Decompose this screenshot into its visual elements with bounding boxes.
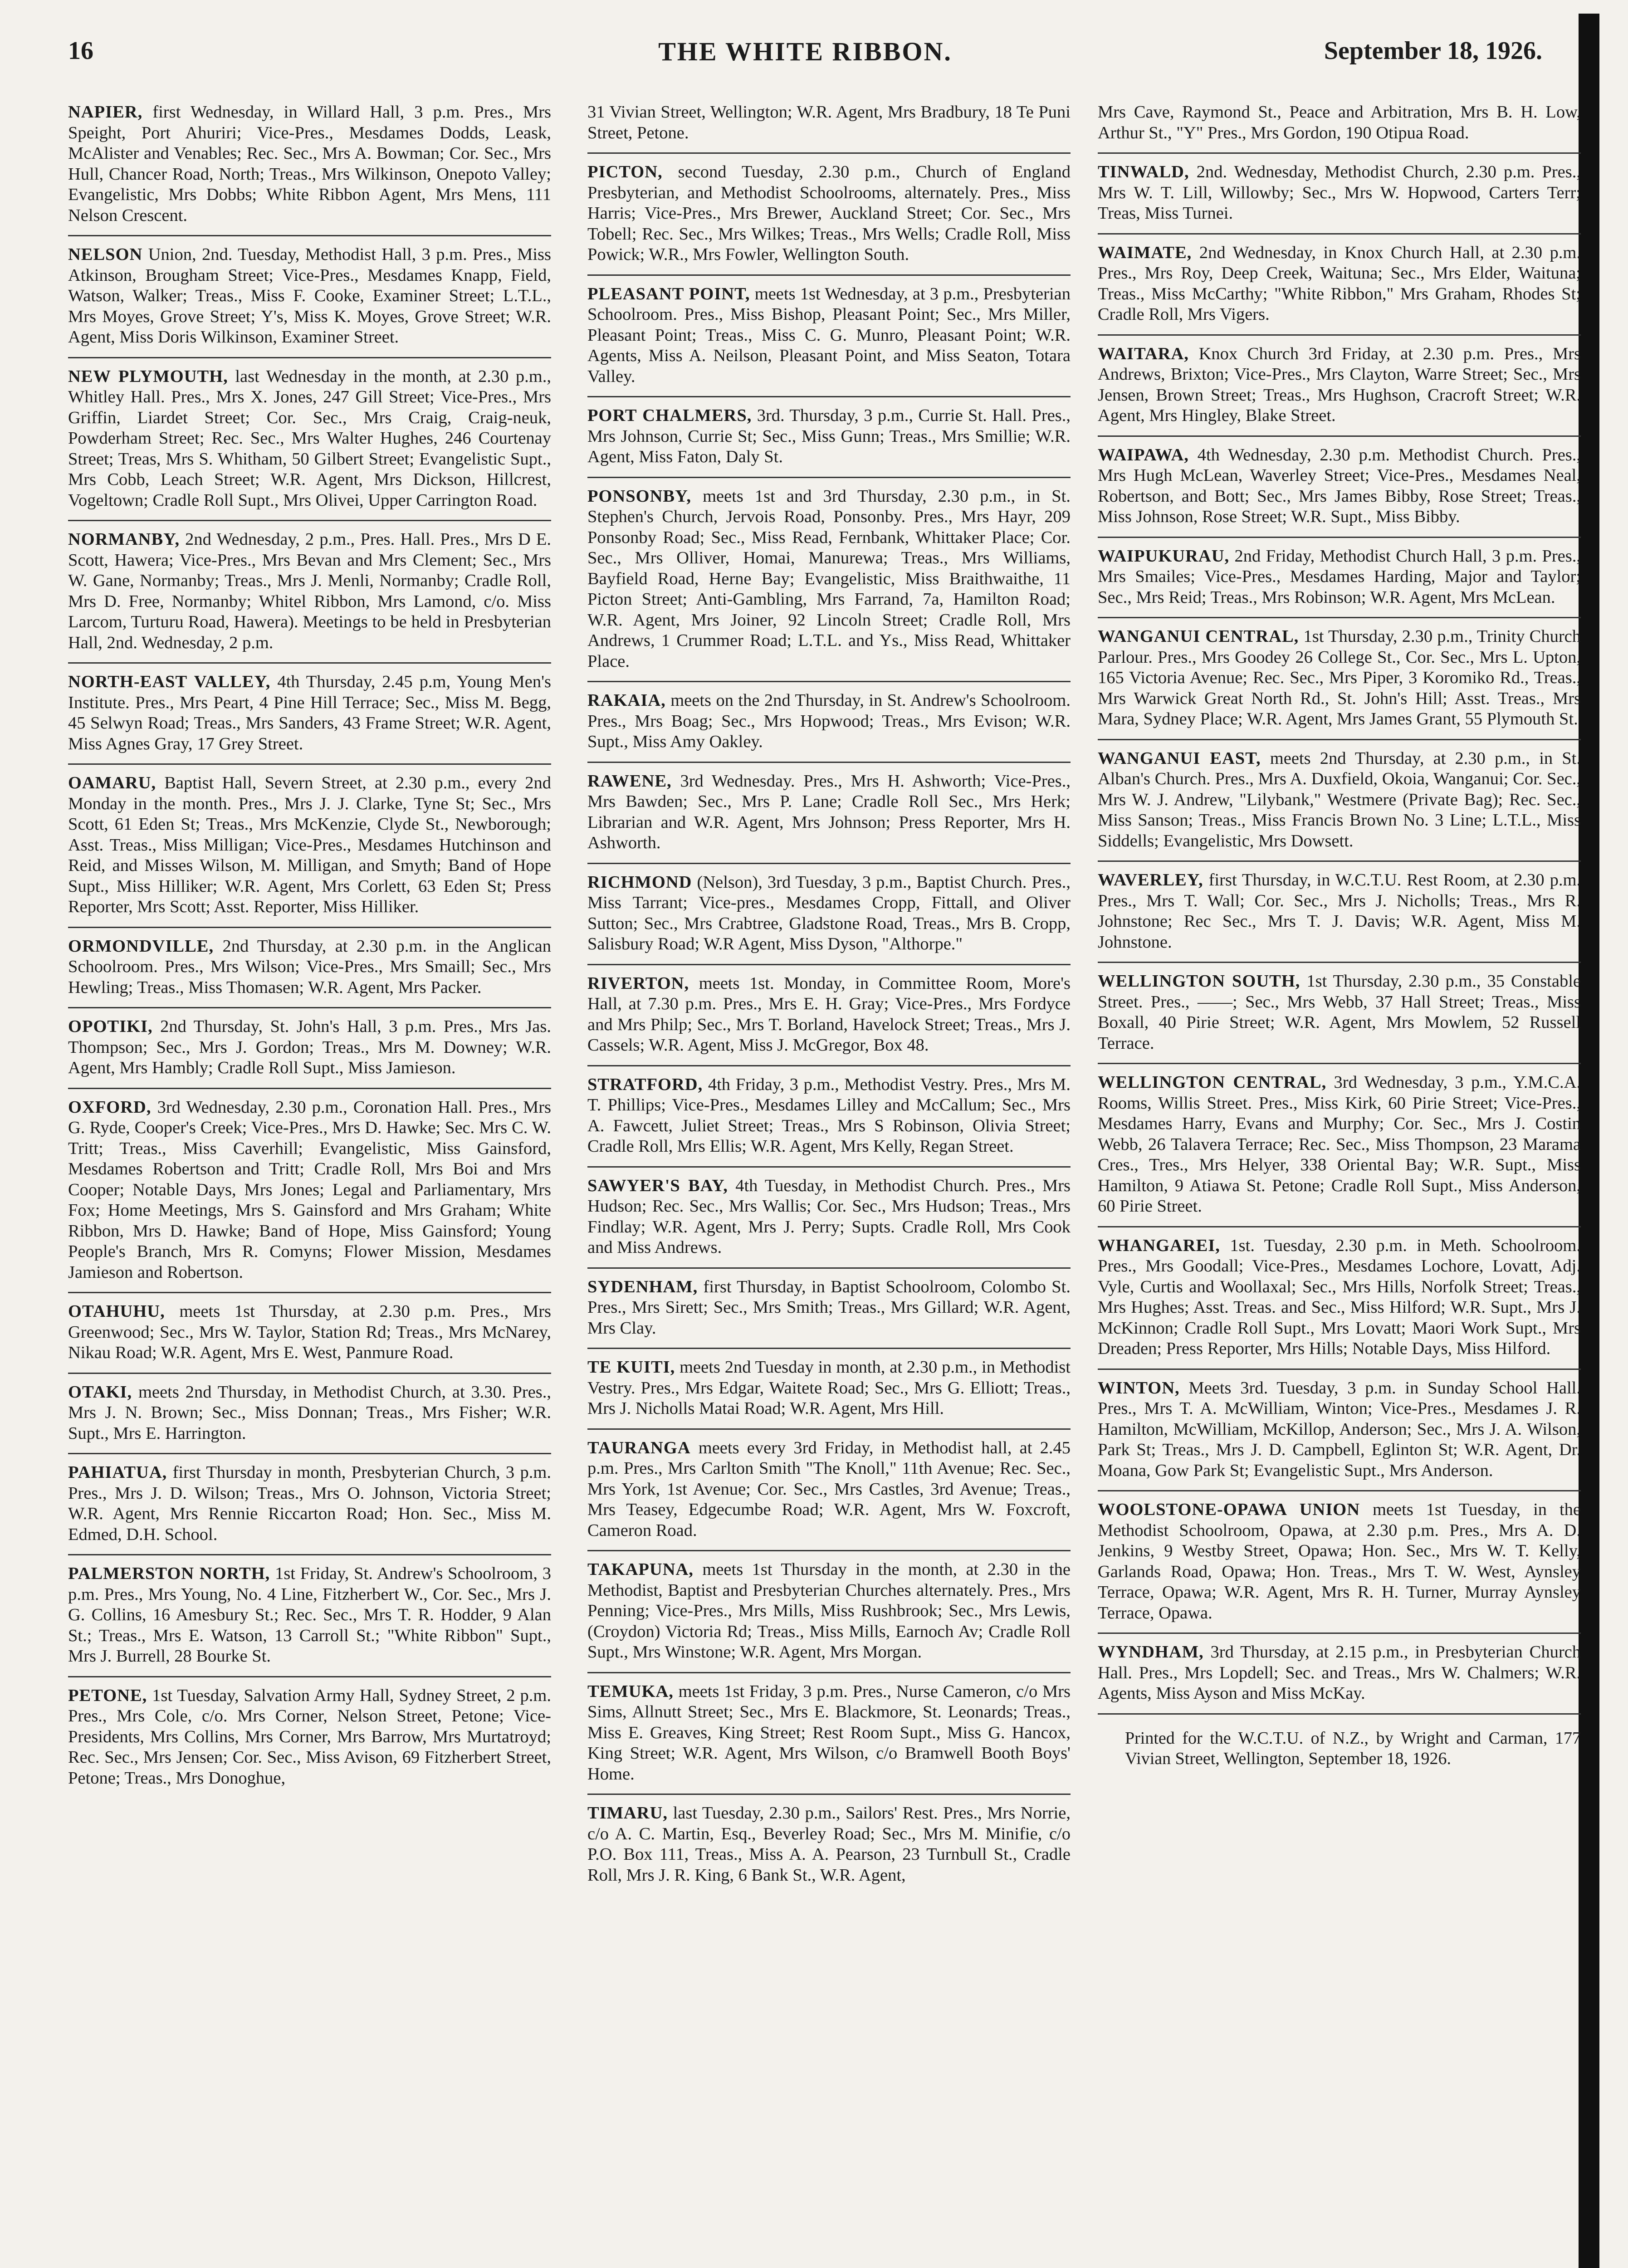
union-entry bbox=[1098, 445, 1581, 528]
union-name: OXFORD, bbox=[68, 1097, 152, 1117]
union-entry bbox=[587, 406, 1071, 468]
union-details: Union, 2nd. Tuesday, Methodist Hall, 3 p.m. Pres., Miss Atkinson, Brougham Street; Vice-Pres., Mesdames Knapp, Field, Watson, Walker; Treas., Miss F. Cooke, Examiner Street; L.T.L., Mrs Moyes, Grove Street; Y's, Miss K. Moyes, Grove Street; W.R. Agent, Miss Doris Wilkinson, Examiner Street. bbox=[68, 245, 551, 347]
union-details: first Wednesday, in Willard Hall, 3 p.m. Pres., Mrs Speight, Port Ahuriri; Vice-Pres., Mesdames Dodds, Leask, McAlister and Venables; Rec. Sec., Mrs A. Bowman; Cor. Sec., Mrs Hull, Chancer Road, North; Treas., Mrs Wilkinson, Onepoto Valley; Evangelistic, Mrs Dobbs; White Ribbon Agent, Mrs Mens, 111 Nelson Crescent. bbox=[68, 103, 551, 225]
entry-divider bbox=[587, 1428, 1071, 1430]
entry-divider bbox=[587, 1166, 1071, 1168]
union-name: WANGANUI EAST, bbox=[1098, 748, 1261, 768]
union-name: PICTON, bbox=[587, 162, 663, 181]
union-details: Meets 3rd. Tuesday, 3 p.m. in Sunday School Hall. Pres., Mrs T. A. McWilliam, Winton; Vice-Pres., Mesdames J. R. Hamilton, McWilliam, McKillop, Anderson; Sec., Mrs J. A. Wilson, Park St; Treas., Mrs J. D. Campbell, Eglinton St; W.R. Agent, Dr. Moana, Gow Park St; Evangelistic Supt., Mrs Anderson. bbox=[1098, 1378, 1581, 1480]
union-details: 3rd Thursday, at 2.15 p.m., in Presbyterian Church Hall. Pres., Mrs Lopdell; Sec. and Treas., Mrs W. Chalmers; W.R. Agents, Miss Ayson and Miss McKay. bbox=[1098, 1642, 1581, 1703]
union-details: Mrs Cave, Raymond St., Peace and Arbitration, Mrs B. H. Low, Arthur St., "Y" Pres., Mrs Gordon, 190 Otipua Road. bbox=[1098, 103, 1581, 142]
union-entry bbox=[68, 244, 551, 348]
entry-divider bbox=[1098, 1369, 1581, 1370]
union-entry bbox=[1098, 1642, 1581, 1704]
union-details: meets 1st and 3rd Thursday, 2.30 p.m., in St. Stephen's Church, Jervois Road, Ponsonby. Pres., Mrs Hayr, 209 Ponsonby Road; Sec., Miss Read, Fernbank, Whittaker Place; Cor. Sec., Mrs Olliver, Homai, Manurewa; Treas., Mrs Williams, Bayfield Road, Herne Bay; Evangelistic, Miss Braithwaithe, 11 Picton Street; Anti-Gambling, Mrs Farrand, 7a, Hamilton Road; W.R. Agent, Mrs Joiner, 92 Lincoln Street; Cradle Roll, Mrs Andrews, 1 Crummer Road; L.T.L. and Ys., Miss Read, Whittaker Place. bbox=[587, 486, 1071, 671]
entry-divider bbox=[68, 357, 551, 358]
entry-divider bbox=[587, 1672, 1071, 1673]
union-name: PETONE, bbox=[68, 1686, 147, 1705]
union-name: NORTH-EAST VALLEY, bbox=[68, 672, 271, 691]
entry-divider bbox=[68, 1373, 551, 1374]
union-details: meets 1st Thursday in the month, at 2.30 in the Methodist, Baptist and Presbyterian Churches alternately. Pres., Mrs Penning; Vice-Pres., Mrs Mills, Miss Rushbrook; Sec., Mrs Lewis, (Croydon) Victoria Rd; Treas., Miss Mills, Earnoch Av; Cradle Roll Supt., Mrs Winstone; W.R. Agent, Mrs Morgan. bbox=[587, 1560, 1071, 1662]
union-entry bbox=[1098, 243, 1581, 325]
union-name: WHANGAREI, bbox=[1098, 1236, 1220, 1255]
column-1 bbox=[68, 102, 551, 2268]
entry-divider bbox=[1098, 1633, 1581, 1634]
union-entry bbox=[1098, 1378, 1581, 1481]
entry-divider bbox=[68, 235, 551, 236]
union-details: meets 1st Friday, 3 p.m. Pres., Nurse Cameron, c/o Mrs Sims, Allnutt Street; Sec., Mrs E. Blackmore, St. Leonards; Treas., Miss E. Greaves, King Street; Rest Room Supt., Miss G. Hancox, King Street; W.R. Agent, Mrs Wilson, c/o Bramwell Booth Boys' Home. bbox=[587, 1681, 1071, 1784]
entry-divider bbox=[587, 863, 1071, 864]
entry-divider bbox=[68, 520, 551, 521]
entry-divider bbox=[587, 274, 1071, 276]
union-name: TAURANGA bbox=[587, 1438, 691, 1457]
union-details: meets 1st Thursday, at 2.30 p.m. Pres., Mrs Greenwood; Sec., Mrs W. Taylor, Station Rd; Treas., Mrs McNarey, Nikau Road; W.R. Agent, Mrs E. West, Panmure Road. bbox=[68, 1302, 551, 1362]
entry-divider bbox=[1098, 739, 1581, 740]
union-details: last Wednesday in the month, at 2.30 p.m., Whitley Hall. Pres., Mrs X. Jones, 247 Gill Street; Vice-Pres., Mrs Griffin, Liardet Street; Cor. Sec., Mrs Craig, Craig-neuk, Powderham Street; Rec. Sec., Mrs Walter Hughes, 246 Courtenay Street; Treas, Mrs S. Whitham, 50 Gilbert Street; Evangelistic Supt., Mrs Cobb, Leach Street; W.R. Agent, Mrs Dickson, Hillcrest, Vogeltown; Cradle Roll Supt., Mrs Olivei, Upper Carrington Road. bbox=[68, 367, 551, 510]
union-details: meets 2nd Thursday, at 2.30 p.m., in St. Alban's Church. Pres., Mrs A. Duxfield, Okoia, Wanganui; Cor. Sec., Mrs W. J. Andrew, "Lilybank," Westmere (Private Bag); Rec. Sec., Miss Sanson; Treas., Miss Francis Brown No. 3 Line; L.T.L., Miss Siddells; Evangelistic, Mrs Dowsett. bbox=[1098, 748, 1581, 850]
union-entry bbox=[1098, 626, 1581, 730]
union-name: WANGANUI CENTRAL, bbox=[1098, 627, 1299, 646]
entry-divider bbox=[587, 396, 1071, 397]
union-details: last Tuesday, 2.30 p.m., Sailors' Rest. Pres., Mrs Norrie, c/o A. C. Martin, Esq., Beverley Road; Sec., Mrs M. Minifie, c/o P.O. Box 111, Treas., Miss A. A. Pearson, 23 Turnbull St., Cradle Roll, Mrs J. R. King, 6 Bank St., W.R. Agent, bbox=[587, 1804, 1071, 1885]
union-details: 31 Vivian Street, Wellington; W.R. Agent, Mrs Bradbury, 18 Te Puni Street, Petone. bbox=[587, 103, 1071, 142]
union-name: WELLINGTON CENTRAL, bbox=[1098, 1073, 1327, 1092]
union-name: TAKAPUNA, bbox=[587, 1560, 694, 1579]
page-edge-shadow bbox=[1579, 14, 1599, 2268]
union-name: OTAKI, bbox=[68, 1382, 132, 1402]
imprint-divider bbox=[1098, 1713, 1581, 1715]
printer-imprint: Printed for the W.C.T.U. of N.Z., by Wright and Carman, 177 Vivian Street, Wellington, September 18, 1926. bbox=[1125, 1728, 1581, 1768]
issue-date: September 18, 1926. bbox=[1324, 37, 1542, 65]
union-entry bbox=[587, 1681, 1071, 1785]
union-name: OAMARU, bbox=[68, 773, 156, 792]
union-name: WAIPAWA, bbox=[1098, 445, 1189, 464]
entry-divider bbox=[68, 1453, 551, 1454]
union-details: meets 1st Wednesday, at 3 p.m., Presbyterian Schoolroom. Pres., Miss Bishop, Pleasant Point; Sec., Mrs Miller, Pleasant Point; Treas., Miss C. G. Munro, Pleasant Point; W.R. Agents, Miss A. Neilson, Pleasant Point, and Miss Seaton, Totara Valley. bbox=[587, 284, 1071, 386]
union-name: PLEASANT POINT, bbox=[587, 284, 750, 303]
union-entry bbox=[1098, 162, 1581, 224]
union-details: 2nd Thursday, at 2.30 p.m. in the Anglican Schoolroom. Pres., Mrs Wilson; Vice-Pres., Mrs Smaill; Sec., Mrs Hewling; Treas., Miss Thomasen; W.R. Agent, Mrs Packer. bbox=[68, 936, 551, 997]
union-name: ORMONDVILLE, bbox=[68, 936, 214, 956]
union-entry bbox=[587, 1803, 1071, 1886]
entry-divider bbox=[68, 1554, 551, 1555]
union-entry bbox=[587, 1559, 1071, 1663]
entry-divider bbox=[587, 762, 1071, 763]
union-name: NELSON bbox=[68, 245, 143, 264]
union-name: WAIMATE, bbox=[1098, 243, 1192, 262]
union-name: NAPIER, bbox=[68, 103, 143, 122]
entry-divider bbox=[68, 1676, 551, 1677]
union-entry bbox=[1098, 1500, 1581, 1623]
union-entry bbox=[587, 1357, 1071, 1419]
union-name: TE KUITI, bbox=[587, 1358, 675, 1377]
union-entry bbox=[1098, 748, 1581, 852]
union-name: PONSONBY, bbox=[587, 486, 692, 506]
union-entry bbox=[1098, 1072, 1581, 1217]
union-entry bbox=[587, 284, 1071, 387]
entry-divider bbox=[587, 681, 1071, 682]
union-details: first Thursday in month, Presbyterian Church, 3 p.m. Pres., Mrs J. D. Wilson; Treas., Mrs O. Johnson, Victoria Street; W.R. Agent, Mrs Rennie Riccarton Road; Hon. Sec., Miss M. Edmed, D.H. School. bbox=[68, 1463, 551, 1544]
entry-divider bbox=[1098, 537, 1581, 538]
entry-divider bbox=[68, 1007, 551, 1008]
union-entry bbox=[1098, 102, 1581, 143]
union-entry bbox=[1098, 1236, 1581, 1359]
union-entry bbox=[68, 1564, 551, 1667]
union-details: 4th Wednesday, 2.30 p.m. Methodist Church. Pres., Mrs Hugh McLean, Waverley Street; Vice-Pres., Mesdames Neal, Robertson, and Bott; Sec., Mrs James Bibby, Rose Street; Treas., Miss Johnson, Rose Street; W.R. Supt., Miss Bibby. bbox=[1098, 445, 1581, 526]
union-details: meets 1st Tuesday, in the Methodist Schoolroom, Opawa, at 2.30 p.m. Pres., Mrs A. D. Jenkins, 9 Westby Street, Opawa; Hon. Sec., Mrs W. T. Kelly, Garlands Road, Opawa; Hon. Treas., Mrs T. W. West, Aynsley Terrace, Opawa; W.R. Agent, Mrs R. H. Turner, Murray Aynsley Terrace, Opawa. bbox=[1098, 1500, 1581, 1623]
union-name: WAVERLEY, bbox=[1098, 870, 1203, 890]
union-name: RAKAIA, bbox=[587, 691, 666, 710]
entry-divider bbox=[68, 1088, 551, 1089]
union-entry bbox=[1098, 546, 1581, 608]
union-entry bbox=[68, 1686, 551, 1789]
union-name: SAWYER'S BAY, bbox=[587, 1176, 728, 1195]
union-details: 4th Tuesday, in Methodist Church. Pres., Mrs Hudson; Rec. Sec., Mrs Wallis; Cor. Sec., Mrs Hudson; Treas., Mrs Findlay; W.R. Agent, Mrs J. Perry; Supts. Cradle Roll, Mrs Cook and Miss Andrews. bbox=[587, 1176, 1071, 1257]
union-entry bbox=[587, 771, 1071, 854]
entry-divider bbox=[587, 152, 1071, 154]
page-header bbox=[68, 27, 1542, 77]
union-entry bbox=[68, 102, 551, 226]
union-name: RAWENE, bbox=[587, 771, 672, 791]
union-details: 1st Friday, St. Andrew's Schoolroom, 3 p.m. Pres., Mrs Young, No. 4 Line, Fitzherbert W., Cor. Sec., Mrs J. G. Collins, 16 Amesbury St.; Rec. Sec., Mrs T. R. Hodder, 9 Alan St.; Treas., Mrs E. Watson, 13 Carroll St.; "White Ribbon" Supt., Mrs J. Burrell, 28 Bourke St. bbox=[68, 1564, 551, 1666]
union-details: 2nd. Wednesday, Methodist Church, 2.30 p.m. Pres., Mrs W. T. Lill, Willowby; Sec., Mrs W. Hopwood, Carters Terr; Treas, Miss Turnei. bbox=[1098, 162, 1581, 223]
union-name: SYDENHAM, bbox=[587, 1277, 698, 1296]
union-entry bbox=[1098, 344, 1581, 426]
entry-divider bbox=[587, 477, 1071, 478]
entry-divider bbox=[1098, 152, 1581, 154]
union-entry bbox=[68, 1301, 551, 1364]
entry-divider bbox=[1098, 860, 1581, 862]
union-entry bbox=[587, 162, 1071, 265]
union-name: RIVERTON, bbox=[587, 973, 689, 993]
entry-divider bbox=[68, 1292, 551, 1293]
union-details: 3rd Wednesday, 3 p.m., Y.M.C.A. Rooms, Willis Street. Pres., Miss Kirk, 60 Pirie Street; Vice-Pres., Mesdames Harry, Evans and Murphy; Cor. Sec., Mrs J. Costin Webb, 26 Talavera Terrace; Rec. Sec., Miss Thompson, 23 Marama Cres., Tres., Mrs Helyer, 338 Oriental Bay; W.R. Supt., Miss Hamilton, 9 Atiawa St. Petone; Cradle Roll Supt., Miss Anderson, 60 Pirie Street. bbox=[1098, 1073, 1581, 1216]
union-details: first Thursday, in Baptist Schoolroom, Colombo St. Pres., Mrs Sirett; Sec., Mrs Smith; Treas., Mrs Gillard; W.R. Agent, Mrs Clay. bbox=[587, 1277, 1071, 1338]
union-entry bbox=[68, 367, 551, 511]
union-details: 2nd Wednesday, 2 p.m., Pres. Hall. Pres., Mrs D E. Scott, Hawera; Vice-Pres., Mrs Bevan and Mrs Clement; Sec., Mrs W. Gane, Normanby; Treas., Mrs J. Menli, Normanby; Cradle Roll, Mrs D. Free, Normanby; Whitel Ribbon, Mrs Lamond, c/o. Miss Larcom, Turturu Road, Hawera). Meetings to be held in Presbyterian Hall, 2nd. Wednesday, 2 p.m. bbox=[68, 530, 551, 652]
union-name: PAHIATUA, bbox=[68, 1463, 167, 1482]
entry-divider bbox=[587, 1267, 1071, 1269]
union-name: STRATFORD, bbox=[587, 1075, 703, 1094]
union-details: 4th Friday, 3 p.m., Methodist Vestry. Pres., Mrs M. T. Phillips; Vice-Pres., Mesdames Lilley and McCallum; Sec., Mrs A. Fawcett, Juliet Street; Treas., Mrs S Robinson, Olivia Street; Cradle Roll, Mrs Ellis; W.R. Agent, Mrs Kelly, Regan Street. bbox=[587, 1075, 1071, 1156]
union-details: Baptist Hall, Severn Street, at 2.30 p.m., every 2nd Monday in the month. Pres., Mrs J. J. Clarke, Tyne St; Sec., Mrs Scott, 61 Eden St; Treas., Mrs McKenzie, Clyde St., Newborough; Asst. Treas., Miss Milligan; Vice-Pres., Mesdames Hutchinson and Reid, and Misses Wilson, M. Milligan, and Smyth; Band of Hope Supt., Miss Hilliker; W.R. Agent, Mrs Corlett, 63 Eden St; Press Reporter, Mrs Scott; Asst. Reporter, Miss Hilliker. bbox=[68, 773, 551, 916]
union-entry bbox=[68, 1382, 551, 1444]
union-details: 3rd Wednesday. Pres., Mrs H. Ashworth; Vice-Pres., Mrs Bawden; Sec., Mrs P. Lane; Cradle Roll Sec., Mrs Herk; Librarian and W.R. Agent, Mrs Johnson; Press Reporter, Mrs H. Ashworth. bbox=[587, 771, 1071, 852]
entry-divider bbox=[587, 1065, 1071, 1066]
union-details: first Thursday, in W.C.T.U. Rest Room, at 2.30 p.m. Pres., Mrs T. Wall; Cor. Sec., Mrs J. Nicholls; Treas., Mrs R. Johnstone; Rec Sec., Mrs T. J. Davis; W.R. Agent, Miss M. Johnstone. bbox=[1098, 870, 1581, 952]
entry-divider bbox=[587, 1348, 1071, 1349]
union-entry bbox=[68, 1017, 551, 1079]
entry-divider bbox=[587, 1794, 1071, 1795]
union-details: 1st. Tuesday, 2.30 p.m. in Meth. Schoolroom. Pres., Mrs Goodall; Vice-Pres., Mesdames Lochore, Lovatt, Adj. Vyle, Curtis and Woollaxal; Sec., Mrs Hills, Norfolk Street; Treas., Mrs Hughes; Asst. Treas. and Sec., Miss Hilford; W.R. Supt., Mrs J. McKinnon; Cradle Roll Supt., Mrs Lovatt; Maori Work Supt., Mrs Dreaden; Press Reporter, Mrs Hills; Notable Days, Miss Hilford. bbox=[1098, 1236, 1581, 1358]
union-entry bbox=[68, 1462, 551, 1545]
union-details: 2nd Friday, Methodist Church Hall, 3 p.m. Pres., Mrs Smailes; Vice-Pres., Mesdames Harding, Major and Taylor; Sec., Mrs Reid; Treas., Mrs Robinson; W.R. Agent, Mrs McLean. bbox=[1098, 546, 1581, 607]
union-entry bbox=[587, 1438, 1071, 1541]
column-2 bbox=[587, 102, 1071, 2268]
union-details: 2nd Thursday, St. John's Hall, 3 p.m. Pres., Mrs Jas. Thompson; Sec., Mrs J. Gordon; Treas., Mrs M. Downey; W.R. Agent, Mrs Hambly; Cradle Roll Supt., Miss Jamieson. bbox=[68, 1017, 551, 1077]
union-details: 3rd Wednesday, 2.30 p.m., Coronation Hall. Pres., Mrs G. Ryde, Cooper's Creek; Vice-Pres., Mrs D. Hawke; Sec. Mrs C. W. Tritt; Treas., Miss Caverhill; Evangelistic, Miss Gainsford, Mesdames Robertson and Tritt; Cradle Roll, Mrs Boi and Mrs Cooper; Notable Days, Mrs Jones; Legal and Parliamentary, Mrs Fox; Home Meetings, Mrs S. Gainsford and Mrs Graham; White Ribbon, Mrs D. Hawke; Band of Hope, Miss Gainsford; Young People's Branch, Mrs R. Comyns; Flower Mission, Mesdames Jamieson and Robertson. bbox=[68, 1097, 551, 1282]
union-name: TEMUKA, bbox=[587, 1681, 674, 1701]
union-details: 1st Tuesday, Salvation Army Hall, Sydney Street, 2 p.m. Pres., Mrs Cole, c/o. Mrs Corner, Nelson Street, Petone; Vice-Presidents, Mrs Collins, Mrs Corner, Mrs Barrow, Mrs Murtatroyd; Rec. Sec., Mrs Jensen; Cor. Sec., Miss Avison, 69 Fitzherbert Street, Petone; Treas., Mrs Donoghue, bbox=[68, 1686, 551, 1788]
union-name: NORMANBY, bbox=[68, 530, 180, 549]
entry-divider bbox=[1098, 334, 1581, 336]
union-details: meets 2nd Thursday, in Methodist Church, at 3.30. Pres., Mrs J. N. Brown; Sec., Miss Donnan; Treas., Mrs Fisher; W.R. Supt., Mrs E. Harrington. bbox=[68, 1382, 551, 1443]
union-details: 2nd Wednesday, in Knox Church Hall, at 2.30 p.m. Pres., Mrs Roy, Deep Creek, Waituna; Sec., Mrs Elder, Waituna; Treas., Miss McCarthy; "White Ribbon," Mrs Graham, Rhodes St; Cradle Roll, Mrs Vigers. bbox=[1098, 243, 1581, 324]
union-details: second Tuesday, 2.30 p.m., Church of England Presbyterian, and Methodist Schoolrooms, alternately. Pres., Miss Harris; Vice-Pres., Mrs Brewer, Auckland Street; Cor. Sec., Mrs Tobell; Rec. Sec., Mrs Wilkes; Treas., Mrs Wells; Cradle Roll, Miss Powick; W.R., Mrs Fowler, Wellington South. bbox=[587, 162, 1071, 264]
union-details: 4th Thursday, 2.45 p.m, Young Men's Institute. Pres., Mrs Peart, 4 Pine Hill Terrace; Sec., Miss M. Begg, 45 Selwyn Road; Treas., Mrs Sanders, 43 Frame Street; W.R. Agent, Miss Agnes Gray, 17 Grey Street. bbox=[68, 672, 551, 753]
entry-divider bbox=[68, 763, 551, 765]
page-number: 16 bbox=[68, 37, 93, 65]
entry-divider bbox=[1098, 1226, 1581, 1227]
entry-divider bbox=[68, 662, 551, 664]
union-details: meets 1st. Monday, in Committee Room, More's Hall, at 7.30 p.m. Pres., Mrs E. H. Gray; Vice-Pres., Mrs Fordyce and Mrs Philp; Sec., Mrs T. Borland, Havelock Street; Treas., Mrs J. Cassels; W.R. Agent, Miss J. McGregor, Box 48. bbox=[587, 973, 1071, 1055]
union-name: WAIPUKURAU, bbox=[1098, 546, 1230, 566]
union-name: WYNDHAM, bbox=[1098, 1642, 1204, 1662]
union-entry bbox=[587, 1075, 1071, 1157]
union-entry bbox=[587, 1176, 1071, 1258]
union-entry bbox=[587, 690, 1071, 753]
union-name: WINTON, bbox=[1098, 1378, 1180, 1398]
entry-divider bbox=[68, 927, 551, 928]
union-name: TINWALD, bbox=[1098, 162, 1189, 181]
union-details: meets 2nd Tuesday in month, at 2.30 p.m., in Methodist Vestry. Pres., Mrs Edgar, Waitete Road; Sec., Mrs G. Elliott; Treas., Mrs J. Nicholls Matai Road; W.R. Agent, Mrs Hill. bbox=[587, 1358, 1071, 1418]
entry-divider bbox=[1098, 233, 1581, 235]
union-details: meets every 3rd Friday, in Methodist hall, at 2.45 p.m. Pres., Mrs Carlton Smith "The Knoll," 11th Avenue; Rec. Sec., Mrs York, 1st Avenue; Cor. Sec., Mrs Castles, 3rd Avenue; Treas., Mrs Teasey, Edgecumbe Road; W.R. Agent, Mrs W. Foxcroft, Cameron Road. bbox=[587, 1438, 1071, 1540]
union-entry bbox=[1098, 870, 1581, 953]
union-details: (Nelson), 3rd Tuesday, 3 p.m., Baptist Church. Pres., Miss Tarrant; Vice-pres., Mesdames Cropp, Fittall, and Oliver Sutton; Sec., Mrs Crabtree, Gladstone Road, Treas., Mrs B. Cropp, Salisbury Road; W.R Agent, Miss Dyson, "Althorpe." bbox=[587, 872, 1071, 953]
column-3 bbox=[1098, 102, 1581, 2268]
union-name: OPOTIKI, bbox=[68, 1017, 153, 1036]
union-details: 1st Thursday, 2.30 p.m., Trinity Church Parlour. Pres., Mrs Goodey 26 College St., Cor. Sec., Mrs L. Upton, 165 Victoria Avenue; Rec. Sec., Mrs Piper, 3 Koromiko Rd., Treas., Mrs Warwick Great North Rd., St. John's Hill; Asst. Treas., Mrs Mara, Sydney Place; W.R. Agent, Mrs James Grant, 55 Plymouth St. bbox=[1098, 627, 1581, 728]
union-name: WELLINGTON SOUTH, bbox=[1098, 972, 1300, 991]
union-entry bbox=[1098, 971, 1581, 1054]
union-entry bbox=[587, 486, 1071, 672]
union-name: NEW PLYMOUTH, bbox=[68, 367, 228, 386]
entry-divider bbox=[587, 964, 1071, 965]
union-entry bbox=[68, 672, 551, 754]
entry-divider bbox=[1098, 435, 1581, 437]
entry-divider bbox=[587, 1550, 1071, 1551]
union-name: PALMERSTON NORTH, bbox=[68, 1564, 270, 1583]
union-name: WAITARA, bbox=[1098, 344, 1189, 363]
union-name: OTAHUHU, bbox=[68, 1302, 165, 1321]
entry-divider bbox=[1098, 617, 1581, 618]
union-details: 1st Thursday, 2.30 p.m., 35 Constable Street. Pres., ——; Sec., Mrs Webb, 37 Hall Street; Treas., Miss Boxall, 40 Pirie Street; W.R. Agent, Mrs Mowlem, 52 Russell Terrace. bbox=[1098, 972, 1581, 1053]
union-name: PORT CHALMERS, bbox=[587, 406, 752, 425]
union-entry bbox=[68, 1097, 551, 1283]
union-entry bbox=[68, 936, 551, 998]
union-details: Knox Church 3rd Friday, at 2.30 p.m. Pres., Mrs Andrews, Brixton; Vice-Pres., Mrs Clayton, Warre Street; Sec., Mrs Jensen, Brown Street; Treas., Mrs Hughson, Cracroft Street; W.R. Agent, Mrs Hingley, Blake Street. bbox=[1098, 344, 1581, 425]
entry-divider bbox=[1098, 1490, 1581, 1491]
union-name: RICHMOND bbox=[587, 872, 692, 892]
union-entry bbox=[587, 1277, 1071, 1339]
union-name: WOOLSTONE-OPAWA UNION bbox=[1098, 1500, 1360, 1519]
union-entry bbox=[587, 102, 1071, 143]
entry-divider bbox=[1098, 962, 1581, 963]
page-title: THE WHITE RIBBON. bbox=[658, 37, 952, 66]
union-entry bbox=[68, 773, 551, 918]
union-entry bbox=[68, 529, 551, 653]
union-name: TIMARU, bbox=[587, 1804, 668, 1823]
entry-divider bbox=[1098, 1063, 1581, 1064]
union-entry bbox=[587, 973, 1071, 1056]
union-details: meets on the 2nd Thursday, in St. Andrew's Schoolroom. Pres., Mrs Boag; Sec., Mrs Hopwood; Treas., Mrs Evison; W.R. Supt., Miss Amy Oakley. bbox=[587, 691, 1071, 751]
union-entry bbox=[587, 872, 1071, 955]
union-details: 3rd. Thursday, 3 p.m., Currie St. Hall. Pres., Mrs Johnson, Currie St; Sec., Miss Gunn; Treas., Mrs Smillie; W.R. Agent, Miss Faton, Daly St. bbox=[587, 406, 1071, 466]
